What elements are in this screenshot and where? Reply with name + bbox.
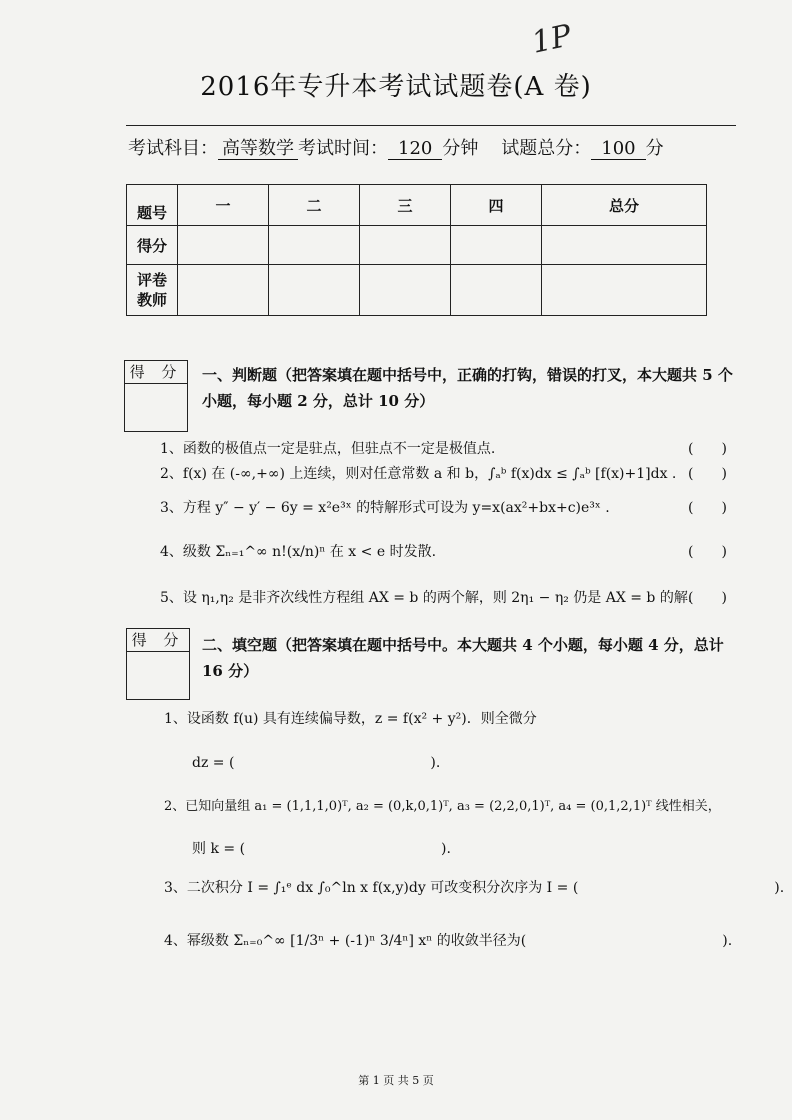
title-divider	[126, 125, 736, 126]
score-box-label: 得 分	[127, 629, 189, 652]
fill-question-2: 2、已知向量组 a₁ = (1,1,1,0)ᵀ, a₂ = (0,k,0,1)ᵀ, a₃ = (2,2,0,1)ᵀ, a₄ = (0,1,2,1)ᵀ 线性相关，	[164, 799, 721, 814]
time-unit: 分钟	[442, 138, 479, 159]
page-title: 2016年专升本考试试题卷(A 卷)	[200, 72, 592, 102]
header-col-2: 二	[269, 185, 360, 226]
score-cell[interactable]	[451, 226, 542, 265]
header-col-1: 一	[178, 185, 269, 226]
exam-meta	[128, 134, 664, 160]
section2-heading: 二、填空题（把答案填在题中括号中。本大题共 4 个小题，每小题 4 分，总计 16 分）	[202, 636, 724, 680]
score-cell-total[interactable]	[542, 226, 707, 265]
answer-bracket[interactable]: ( )	[688, 500, 727, 516]
row-label-score: 得分	[127, 226, 178, 265]
score-table	[126, 184, 707, 316]
judge-question-1: 1、函数的极值点一定是驻点，但驻点不一定是极值点.	[160, 441, 496, 457]
grader-cell[interactable]	[269, 265, 360, 316]
section1-heading: 一、判断题（把答案填在题中括号中，正确的打钩，错误的打叉，本大题共 5 个小题，每小题 2 分，总计 10 分）	[202, 366, 733, 410]
grader-cell[interactable]	[360, 265, 451, 316]
row-label-grader: 评卷教师	[127, 265, 178, 316]
fill-question-2-answer[interactable]: 则 k = ( ).	[192, 841, 451, 857]
subject-label: 考试科目：	[128, 138, 218, 159]
time-label: 考试时间：	[298, 138, 388, 159]
subject-value: 高等数学	[218, 138, 298, 160]
fill-question-4: 4、幂级数 Σₙ₌₀^∞ [1/3ⁿ + (-1)ⁿ 3/4ⁿ] xⁿ 的收敛半径为( ).	[164, 933, 733, 949]
row-label-question: 题号	[127, 185, 178, 226]
answer-bracket[interactable]: ( )	[688, 590, 727, 606]
section1-score-box[interactable]	[124, 360, 188, 432]
score-cell[interactable]	[178, 226, 269, 265]
header-col-3: 三	[360, 185, 451, 226]
total-label: 试题总分：	[501, 138, 592, 159]
time-value: 120	[388, 138, 442, 160]
grader-cell[interactable]	[451, 265, 542, 316]
page-footer: 第 1 页 共 5 页	[358, 1074, 434, 1087]
answer-bracket[interactable]: ( )	[688, 544, 727, 560]
fill-question-1: 1、设函数 f(u) 具有连续偏导数，z = f(x² + y²)．则全微分	[164, 711, 537, 727]
header-col-4: 四	[451, 185, 542, 226]
total-value: 100	[591, 138, 645, 160]
answer-bracket[interactable]: ( )	[688, 466, 727, 482]
section2-score-box[interactable]	[126, 628, 190, 700]
total-unit: 分	[645, 138, 664, 159]
score-cell[interactable]	[269, 226, 360, 265]
judge-question-3: 3、方程 y″ − y′ − 6y = x²e³ˣ 的特解形式可设为 y=x(ax²+bx+c)e³ˣ .	[160, 500, 610, 516]
judge-question-4: 4、级数 Σₙ₌₁^∞ n!(x/n)ⁿ 在 x < e 时发散.	[160, 544, 437, 560]
score-cell[interactable]	[360, 226, 451, 265]
fill-question-1-answer[interactable]: dz = ( ).	[192, 755, 441, 771]
handwritten-mark: 1P	[528, 18, 575, 61]
header-col-total: 总分	[542, 185, 707, 226]
grader-cell-total[interactable]	[542, 265, 707, 316]
fill-question-3: 3、二次积分 I = ∫₁ᵉ dx ∫₀^ln x f(x,y)dy 可改变积分次序为 I = ( ).	[164, 880, 785, 896]
judge-question-5: 5、设 η₁,η₂ 是非齐次线性方程组 AX = b 的两个解，则 2η₁ − η₂ 仍是 AX = b 的解.	[160, 590, 693, 606]
grader-cell[interactable]	[178, 265, 269, 316]
score-box-label: 得 分	[125, 361, 187, 384]
answer-bracket[interactable]: ( )	[688, 441, 727, 457]
judge-question-2: 2、f(x) 在 (-∞,+∞) 上连续，则对任意常数 a 和 b，∫ₐᵇ f(x)dx ≤ ∫ₐᵇ [f(x)+1]dx .	[160, 466, 677, 482]
